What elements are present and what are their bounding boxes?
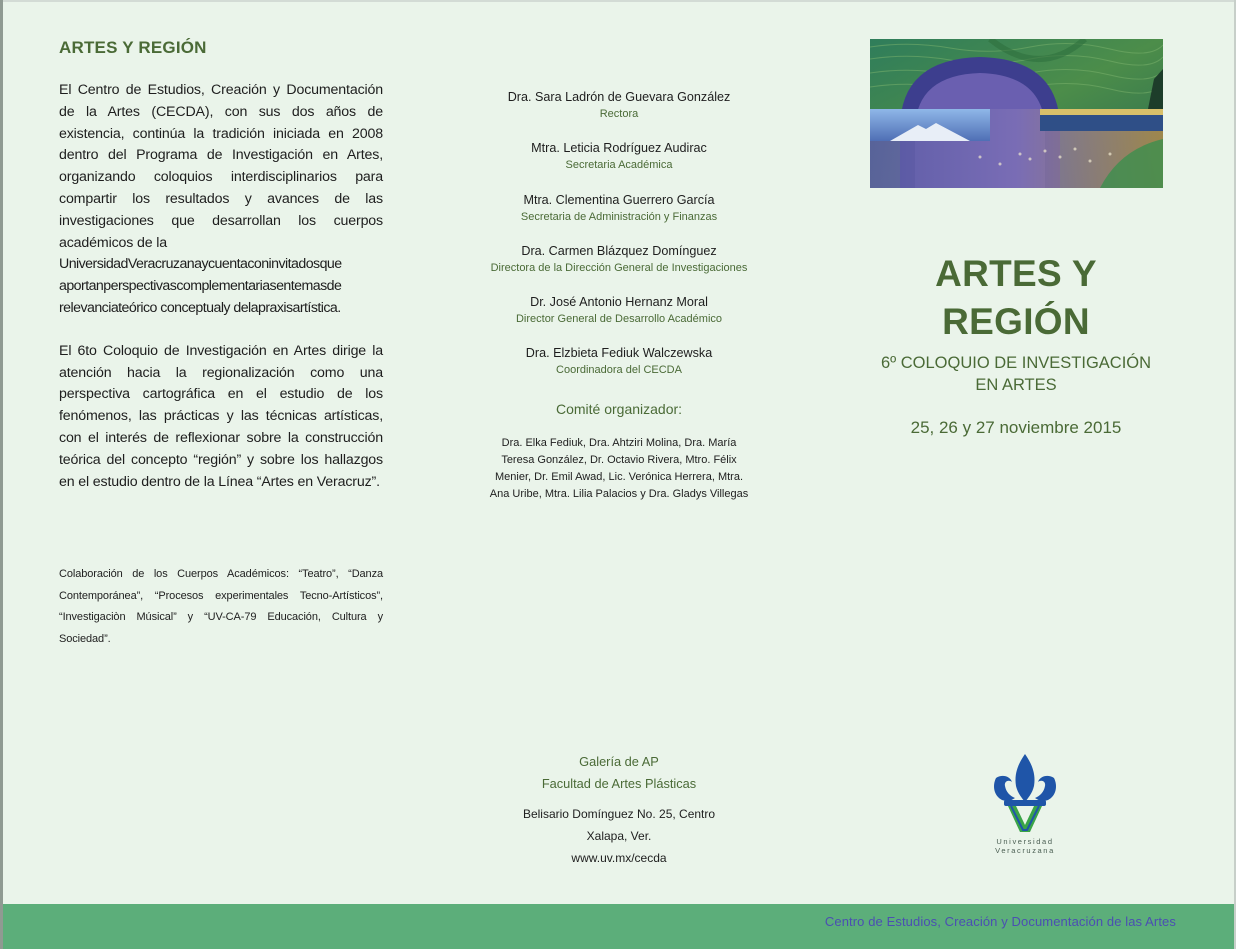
intro-paragraph: El Centro de Estudios, Creación y Documentación de la Artes (CECDA), con sus dos años de existencia, continúa la tradición iniciada en 2008 dentro del Programa de Investigación en Artes, organizando coloquios interdisciplinarios para compartir los resultados y avances de las investigaciones que desarrollan los cuerpos académicos de la [59, 82, 383, 251]
cover-subtitle-line1: 6º COLOQUIO DE INVESTIGACIÓN [880, 354, 1152, 372]
event-dates: 25, 26 y 27 noviembre 2015 [910, 418, 1122, 437]
collaboration-note: Colaboración de los Cuerpos Académicos: “Teatro”, “Danza Contemporánea”, “Procesos experimentales Tecno-Artísticos”, “Investigaciòn Músical” y “UV-CA-79 Educación, Cultura y Sociedad”. [59, 568, 383, 645]
left-heading: ARTES Y REGIÓN [59, 38, 207, 57]
authority-role: Secretaria Académica [565, 159, 673, 172]
venue-gallery: Galería de AP [579, 754, 659, 769]
committee-title: Comité organizador: [555, 400, 683, 417]
authority-role: Coordinadora del CECDA [556, 364, 682, 377]
authority-name: Dra. Carmen Blázquez Domínguez [521, 243, 717, 258]
authority-item [469, 344, 769, 395]
coloquio-paragraph: El 6to Coloquio de Investigación en Artes dirige la atención hacia la regionalización como una perspectiva cartográfica en el estudio de los fenómenos, las prácticas y las técnicas artísticas, con el interés de reflexionar sobre la construcción teórica del concepto “región” y sobre los hallazgos en el estudio dentro de la Línea “Artes en Veracruz”. [59, 342, 383, 490]
footer-bar [3, 904, 1234, 949]
authority-role: Directora de la Dirección General de Investigaciones [490, 261, 748, 274]
venue-city: Xalapa, Ver. [586, 829, 652, 843]
authority-role: Secretaria de Administración y Finanzas [520, 210, 718, 223]
cover-subtitle-line2: EN ARTES [975, 376, 1057, 394]
cover-title-block [866, 250, 1166, 438]
venue-block [469, 751, 769, 869]
authority-item [469, 88, 769, 139]
committee-members: Dra. Elka Fediuk, Dra. Ahtziri Molina, Dra. María Teresa González, Dr. Octavio Rivera, Mtro. Félix Menier, Dr. Emil Awad, Lic. Verónica Herrera, Mtra. Ana Uribe, Mtra. Lilia Palacios y Dra. Gladys Villegas [489, 436, 749, 500]
authority-name: Mtra. Clementina Guerrero García [523, 192, 715, 207]
authority-role: Rectora [599, 108, 639, 120]
page-left-edge [0, 0, 3, 949]
authority-role: Director General de Desarrollo Académico [515, 313, 723, 326]
authority-name: Mtra. Leticia Rodríguez Audirac [531, 141, 707, 156]
authority-item [469, 242, 769, 293]
authorities-list [469, 88, 769, 503]
authority-item [469, 191, 769, 242]
page-top-edge [0, 0, 1236, 2]
authority-name: Dr. José Antonio Hernanz Moral [530, 295, 708, 310]
cover-title: ARTES Y REGIÓN [935, 253, 1097, 342]
left-panel [59, 38, 383, 514]
intro-paragraph-continued: UniversidadVeracruzanaycuentaconinvitadosque aportanperspectivascomplementariasentemasde relevanciateórico conceptualy delapraxisartística. [59, 256, 342, 316]
authority-name: Dra. Elzbieta Fediuk Walczewska [525, 346, 713, 361]
fleur-de-lis-icon [990, 752, 1060, 834]
university-logo-caption: Universidad Veracruzana [995, 837, 1055, 855]
venue-faculty: Facultad de Artes Plásticas [541, 776, 697, 791]
authority-item [469, 293, 769, 344]
venue-address: Belisario Domínguez No. 25, Centro [522, 807, 716, 821]
authority-name: Dra. Sara Ladrón de Guevara González [507, 90, 731, 104]
venue-website: www.uv.mx/cecda [571, 851, 667, 865]
cover-artwork-image [870, 39, 1163, 188]
university-logo [970, 752, 1080, 855]
authority-item [469, 139, 769, 190]
footer-text: Centro de Estudios, Creación y Documentación de las Artes [824, 914, 1176, 929]
